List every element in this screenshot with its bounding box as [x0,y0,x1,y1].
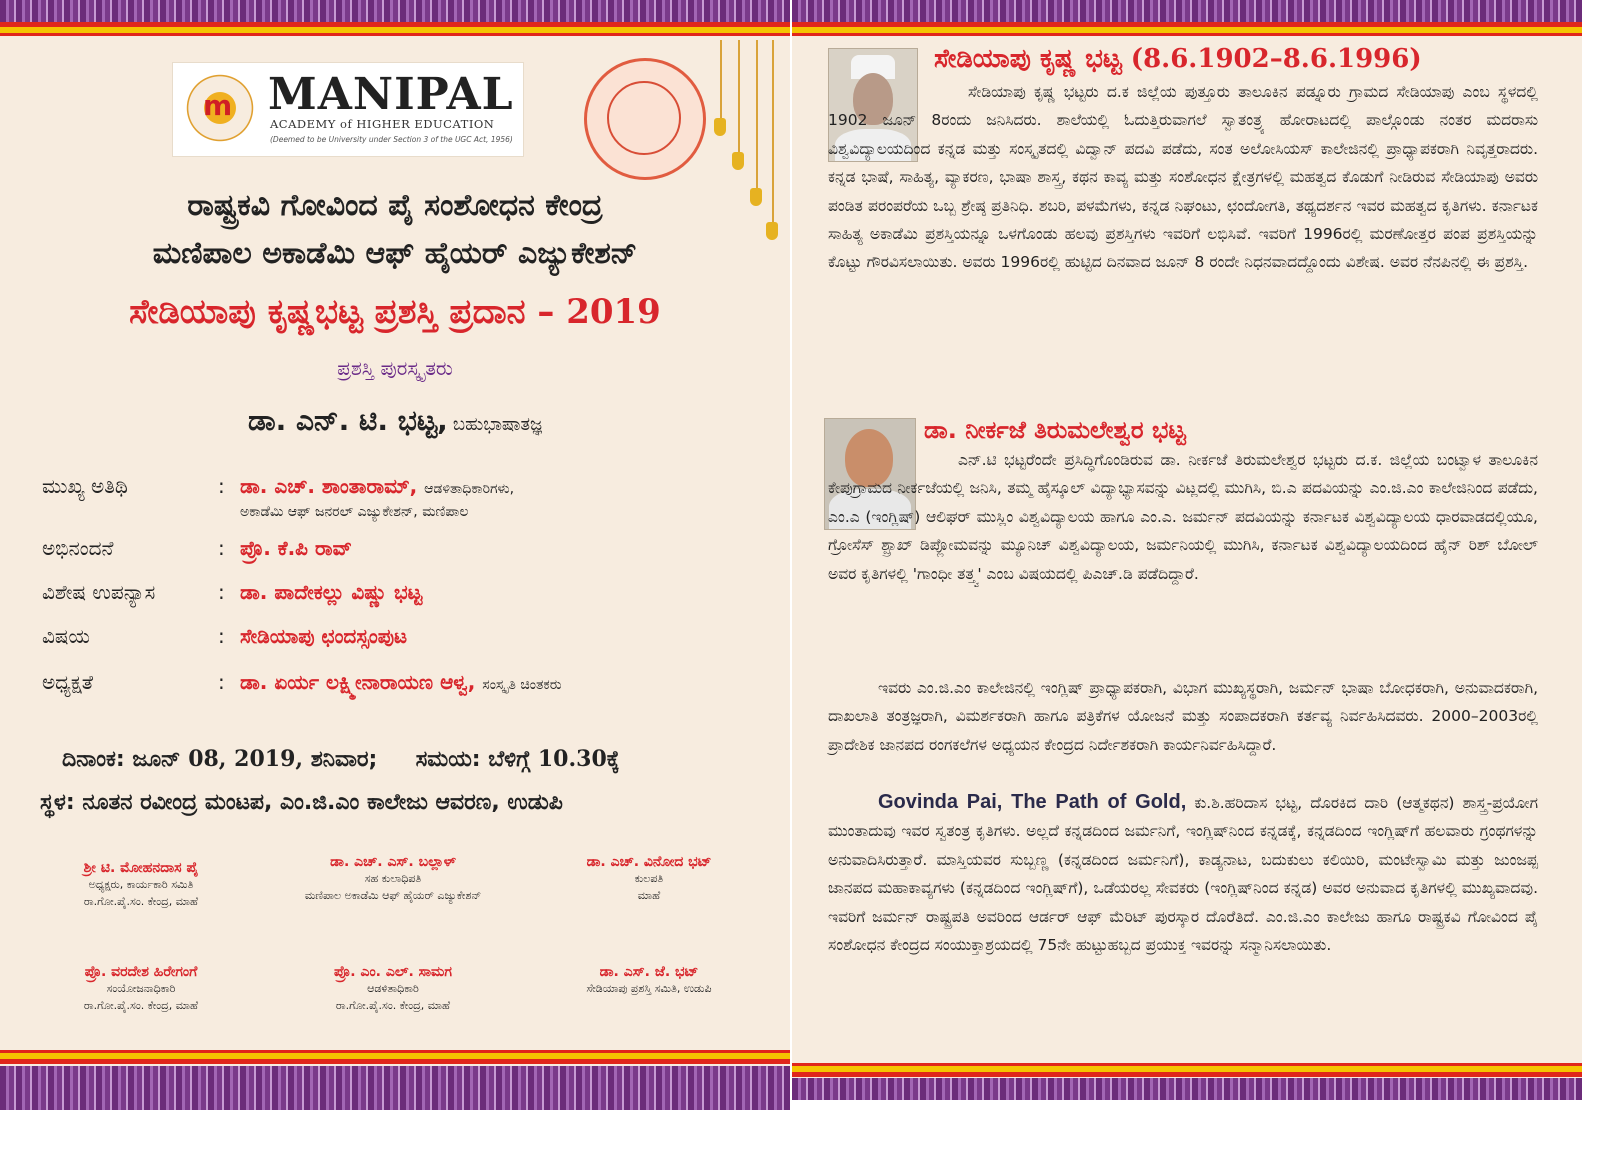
date-day: 08, [188,746,227,772]
recipient-designation: ಬಹುಭಾಷಾತಜ್ಞ [452,414,543,435]
award-year: 2019 [566,292,661,332]
signatory-role: ಸೇಡಿಯಾಪು ಪ್ರಶಸ್ತಿ ಸಮಿತಿ, ಉಡುಪಿ [586,982,712,995]
signatory-role: ಸಂಯೋಜನಾಧಿಕಾರಿ [106,982,176,995]
logo-note: (Deemed to be University under Section 3 of the UGC Act, 1956) [270,135,513,144]
program-colon: : [218,670,225,694]
signatory-role: ಆಡಳಿತಾಧಿಕಾರಿ [367,982,419,995]
date-year: 2019, [234,746,304,772]
venue-label: ಸ್ಥಳ: [40,790,75,815]
bio2-paragraph-1: ಎನ್.ಟಿ ಭಟ್ಟರೆಂದೇ ಪ್ರಸಿದ್ಧಿಗೊಂಡಿರುವ ಡಾ. ನೀರ್ಕಜೆ ತಿರುಮಲೇಶ್ವರ ಭಟ್ಟರು ದ.ಕ. ಜಿಲ್ಲೆಯ ಬಂಟ್ವಾಳ ತಾಲೂಕಿನ ಕೇಪುಗ್ರಾಮದ ನೀರ್ಕಜೆಯಲ್ಲಿ ಜನಿಸಿ, ತಮ್ಮ ಹೈಸ್ಕೂಲ್ ವಿದ್ಯಾಭ್ಯಾಸವನ್ನು ವಿಟ್ಲದಲ್ಲಿ ಮುಗಿಸಿ, ಬಿ.ಎ ಪದವಿಯನ್ನು ಎಂ.ಜಿ.ಎಂ ಕಾಲೇಜಿನಿಂದ ಪಡೆದು, ಎಂ.ಎ (ಇಂಗ್ಲಿಷ್) ಆಲಿಘರ್ ಮುಸ್ಲಿಂ ವಿಶ್ವವಿದ್ಯಾಲಯ ಹಾಗೂ ಎಂ.ಎ. ಜರ್ಮನ್ ಪದವಿಯನ್ನು ಕರ್ನಾಟಕ ವಿಶ್ವವಿದ್ಯಾಲಯ ಧಾರವಾಡದಲ್ಲಿಯೂ, ಗ್ರೋಸೆಸ್ ಶ್ಪ್ರಾಖ್ ಡಿಪ್ಲೋಮವನ್ನು ಮ್ಯೂನಿಚ್ ವಿಶ್ವವಿದ್ಯಾಲಯ, ಜರ್ಮನಿಯಲ್ಲಿ ಮುಗಿಸಿ, ಕರ್ನಾಟಕ ವಿಶ್ವವಿದ್ಯಾಲಯದಿಂದ ಹೈನ್ ರಿಶ್ ಬೋಲ್ ಅವರ ಕೃತಿಗಳಲ್ಲಿ 'ಗಾಂಧೀ ತತ್ತ್ವ' ಎಂಬ ವಿಷಯದಲ್ಲಿ ಪಿಎಚ್.ಡಿ ಪಡೆದಿದ್ದಾರೆ. [828,451,1538,583]
program-colon: : [218,580,225,604]
bottom-red-stripe [792,1072,1582,1077]
invitation-back-panel [792,0,1582,1100]
logo-subtitle: ACADEMY of HIGHER EDUCATION [270,117,495,131]
top-border-band [792,0,1582,22]
signatory-role: ರಾ.ಗೋ.ಪೈ.ಸಂ. ಕೇಂದ್ರ, ಮಾಹೆ [83,895,199,908]
award-title-dash: – [537,292,555,332]
bio1-text: ಸೇಡಿಯಾಪು ಕೃಷ್ಣ ಭಟ್ಟರು ದ.ಕ ಜಿಲ್ಲೆಯ ಪುತ್ತೂರು ತಾಲೂಕಿನ ಪಡ್ನೂರು ಗ್ರಾಮದ ಸೇಡಿಯಾಪು ಎಂಬ ಸ್ಥಳದಲ್ಲಿ 1902 ಜೂನ್ 8ರಂದು ಜನಿಸಿದರು. ಶಾಲೆಯಲ್ಲಿ ಓದುತ್ತಿರುವಾಗಲೆ ಸ್ವಾತಂತ್ರ್ಯ ಹೋರಾಟದಲ್ಲಿ ಪಾಲ್ಗೊಂಡು ನಂತರ ಮದರಾಸು ವಿಶ್ವವಿದ್ಯಾಲಯದಿಂದ ಕನ್ನಡ ಮತ್ತು ಸಂಸ್ಕೃತದಲ್ಲಿ ವಿದ್ವಾನ್ ಪದವಿ ಪಡೆದು, ಸಂತ ಅಲೋಸಿಯಸ್ ಕಾಲೇಜಿನಲ್ಲಿ ಪ್ರಾಧ್ಯಾಪಕರಾಗಿ ನಿವೃತ್ತರಾದರು. ಕನ್ನಡ ಭಾಷೆ, ಸಾಹಿತ್ಯ, ವ್ಯಾಕರಣ, ಭಾಷಾ ಶಾಸ್ತ್ರ, ಕಥನ ಕಾವ್ಯ ಮತ್ತು ಸಂಶೋಧನ ಕ್ಷೇತ್ರಗಳಲ್ಲಿ ಮಹತ್ವದ ಕೊಡುಗೆ ನೀಡಿರುವ ಸೇಡಿಯಾಪು ಅವರು ಪಂಡಿತ ಪರಂಪರೆಯ ಒಬ್ಬ ಶ್ರೇಷ್ಠ ಪ್ರತಿನಿಧಿ. ಶಬರಿ, ಪಳಮೆಗಳು, ಕನ್ನಡ ನಿಘಂಟು, ಛಂದೋಗತಿ, ತಥ್ಯದರ್ಶನ ಇವರ ಮಹತ್ವದ ಕೃತಿಗಳು. ಕರ್ನಾಟಕ ಸಾಹಿತ್ಯ ಅಕಾಡೆಮಿ ಪ್ರಶಸ್ತಿಯನ್ನೂ ಒಳಗೊಂಡು ಹಲವು ಪ್ರಶಸ್ತಿಗಳು ಇವರಿಗೆ ಲಭಿಸಿವೆ. ಇವರಿಗೆ 1996ರಲ್ಲಿ ಮರಣೋತ್ತರ ಪಂಪ ಪ್ರಶಸ್ತಿಯನ್ನು ಕೊಟ್ಟು ಗೌರವಿಸಲಾಯಿತು. ಅವರು 1996ರಲ್ಲಿ ಹುಟ್ಟಿದ ದಿನವಾದ ಜೂನ್ 8 ರಂದೇ ನಿಧನವಾದದ್ದೊಂದು ವಿಶೇಷ. ಅವರ ನೆನಪಿನಲ್ಲಿ ಈ ಪ್ರಶಸ್ತಿ. [828,83,1538,272]
program-colon: : [218,624,225,648]
signatory-role: ಮಾಹೆ [637,889,661,902]
bio2-paragraph-2: ಇವರು ಎಂ.ಜಿ.ಎಂ ಕಾಲೇಜಿನಲ್ಲಿ ಇಂಗ್ಲಿಷ್ ಪ್ರಾಧ್ಯಾಪಕರಾಗಿ, ವಿಭಾಗ ಮುಖ್ಯಸ್ಥರಾಗಿ, ಜರ್ಮನ್ ಭಾಷಾ ಬೋಧಕರಾಗಿ, ಅನುವಾದಕರಾಗಿ, ದಾಖಲಾತಿ ತಂತ್ರಜ್ಞರಾಗಿ, ವಿಮರ್ಶಕರಾಗಿ ಹಾಗೂ ಪತ್ರಿಕೆಗಳ ಯೋಜನೆ ಮತ್ತು ಸಂಪಾದಕರಾಗಿ ಕರ್ತವ್ಯ ನಿರ್ವಹಿಸಿದವರು. 2000–2003ರಲ್ಲಿ ಪ್ರಾದೇಶಿಕ ಜಾನಪದ ರಂಗಕಲೆಗಳ ಅಧ್ಯಯನ ಕೇಂದ್ರದ ನಿರ್ದೇಶಕರಾಗಿ ಕಾರ್ಯನಿರ್ವಹಿಸಿದ್ದಾರೆ. [828,679,1538,754]
program-value: ಸೇಡಿಯಾಪು ಛಂದಸ್ಸಂಪುಟ [240,624,408,648]
top-border-band [0,0,790,22]
signatory-name: ಡಾ. ಎಸ್. ಜೆ. ಭಟ್ [599,964,699,980]
date-label: ದಿನಾಂಕ: [62,747,125,772]
program-value-suffix: ಆಡಳಿತಾಧಿಕಾರಿಗಳು, [424,481,515,497]
bio1-name: ಸೇಡಿಯಾಪು ಕೃಷ್ಣ ಭಟ್ಟ [934,44,1122,74]
bio2-paragraph-3 [828,788,1538,959]
manipal-logo [172,62,524,157]
signatory [268,854,518,904]
recipient-name: ಡಾ. ಎನ್. ಟಿ. ಭಟ್ಟ, [247,404,448,437]
date-time-line [62,746,620,772]
bottom-red-stripe [0,1059,790,1064]
award-title-text: ಸೇಡಿಯಾಪು ಕೃಷ್ಣಭಟ್ಟ ಪ್ರಶಸ್ತಿ ಪ್ರದಾನ [129,292,526,332]
signatory-name: ಶ್ರೀ ಟಿ. ಮೋಹನದಾಸ ಪೈ [83,860,199,876]
program-value-name: ಡಾ. ಎಚ್. ಶಾಂತಾರಾಮ್, [240,474,418,498]
program-value [240,474,514,498]
program-value: ಡಾ. ಪಾದೇಕಲ್ಲು ವಿಷ್ಣು ಭಟ್ಟ [240,580,423,604]
program-value-name: ಡಾ. ಏರ್ಯ ಲಕ್ಷ್ಮೀನಾರಾಯಣ ಆಳ್ವ, [240,670,476,694]
institute-name-line1: ರಾಷ್ಟ್ರಕವಿ ಗೋವಿಂದ ಪೈ ಸಂಶೋಧನ ಕೇಂದ್ರ [187,188,603,223]
signatory-role: ಕುಲಪತಿ [634,872,664,885]
time-label: ಸಮಯ: [415,747,481,772]
program-label: ಅಭಿನಂದನೆ [42,536,114,560]
date-month: ಜೂನ್ [132,747,181,772]
top-thin-stripe [792,33,1582,36]
top-thin-stripe [0,33,790,36]
signatory-name: ಡಾ. ಎಚ್. ಎಸ್. ಬಲ್ಲಾಳ್ [330,854,456,870]
date-weekday: ಶನಿವಾರ; [310,747,378,772]
program-colon: : [218,474,225,498]
signatory [524,854,774,904]
signatory-role: ಅಧ್ಯಕ್ಷರು, ಕಾರ್ಯಕಾರಿ ಸಮಿತಿ [88,878,194,891]
signatory-name: ಪ್ರೊ. ಎಂ. ಎಲ್. ಸಾಮಗ [334,964,452,980]
kendra-seal-icon [584,58,706,180]
bell-icon [732,152,744,170]
venue-line [40,790,563,815]
signatory-role: ರಾ.ಗೋ.ಪೈ.ಸಂ. ಕೇಂದ್ರ, ಮಾಹೆ [83,999,199,1012]
venue-value: ನೂತನ ರವೀಂದ್ರ ಮಂಟಪ, ಎಂ.ಜಿ.ಎಂ ಕಾಲೇಜು ಆವರಣ, ಉಡುಪಿ [82,790,563,815]
program-label: ಮುಖ್ಯ ಅತಿಥಿ [42,474,128,498]
bottom-border-band [0,1066,790,1110]
recipient [0,404,790,438]
program-value [240,670,562,694]
signatory [16,964,266,1014]
signatory-name: ಪ್ರೊ. ವರದೇಶ ಹಿರೇಗಂಗೆ [84,964,198,980]
bio2-heading: ಡಾ. ನೀರ್ಕಜೆ ತಿರುಮಲೇಶ್ವರ ಭಟ್ಟ [924,416,1186,444]
program-label: ಅಧ್ಯಕ್ಷತೆ [42,670,94,694]
program-colon: : [218,536,225,560]
program-value: ಪ್ರೊ. ಕೆ.ಪಿ ರಾವ್ [240,536,352,560]
signatory [268,964,518,1014]
bio2-paragraph-3-text: ಕು.ಶಿ.ಹರಿದಾಸ ಭಟ್ಟ, ದೊರಕಿದ ದಾರಿ (ಆತ್ಮಕಥನ) ಶಾಸ್ತ್ರ-ಪ್ರಯೋಗ ಮುಂತಾದುವು ಇವರ ಸ್ವತಂತ್ರ ಕೃತಿಗಳು. ಅಲ್ಲದೆ ಕನ್ನಡದಿಂದ ಜರ್ಮನಿಗೆ, ಇಂಗ್ಲಿಷ್‌ನಿಂದ ಕನ್ನಡಕ್ಕೆ, ಕನ್ನಡದಿಂದ ಇಂಗ್ಲಿಷ್‌ಗೆ ಹಲವಾರು ಗ್ರಂಥಗಳನ್ನು ಅನುವಾದಿಸಿರುತ್ತಾರೆ. ಮಾಸ್ತಿಯವರ ಸುಬ್ಬಣ್ಣ (ಕನ್ನಡದಿಂದ ಜರ್ಮನಿಗೆ), ಕಾಡ್ಯನಾಟ, ಬದುಕುಲು ಕಲಿಯಿರಿ, ಮಂಟೇಸ್ವಾಮಿ ಮತ್ತು ಜುಂಜಪ್ಪ ಜಾನಪದ ಮಹಾಕಾವ್ಯಗಳು (ಕನ್ನಡದಿಂದ ಇಂಗ್ಲಿಷ್‌ಗೆ), ಒಡೆಯರಲ್ಲ ಸೇವಕರು (ಇಂಗ್ಲಿಷ್‌ನಿಂದ ಕನ್ನಡ) ಅವರ ಅನುವಾದ ಕೃತಿಗಳಲ್ಲಿ ಮುಖ್ಯವಾದವು. ಇವರಿಗೆ ಜರ್ಮನ್ ರಾಷ್ಟ್ರಪತಿ ಅವರಿಂದ ಆರ್ಡರ್ ಆಫ್ ಮೆರಿಟ್ ಪುರಸ್ಕಾರ ದೊರೆತಿದೆ. ಎಂ.ಜಿ.ಎಂ ಕಾಲೇಜು ಹಾಗೂ ರಾಷ್ಟ್ರಕವಿ ಗೋವಿಂದ ಪೈ ಸಂಶೋಧನ ಕೇಂದ್ರದ ಸಂಯುಕ್ತಾಶ್ರಯದಲ್ಲಿ 75ನೇ ಹುಟ್ಟುಹಬ್ಬದ ಪ್ರಯುಕ್ತ ಇವರನ್ನು ಸನ್ಮಾನಿಸಲಾಯಿತು. [828,794,1538,955]
invitation-front-panel [0,0,790,1110]
signatory-role: ಮಣಿಪಾಲ ಅಕಾಡೆಮಿ ಆಫ್ ಹೈಯರ್ ಎಜ್ಯುಕೇಶನ್ [304,889,482,902]
program-value-suffix: ಸಂಸ್ಕೃತಿ ಚಿಂತಕರು [482,677,562,693]
bottom-border-band [792,1078,1582,1100]
program-label: ವಿಶೇಷ ಉಪನ್ಯಾಸ [42,580,156,604]
time-value: ಬೆಳಿಗ್ಗೆ 10.30ಕ್ಕೆ [488,746,620,772]
bio2-english-title: Govinda Pai, The Path of Gold, [878,791,1187,813]
bell-string [756,40,758,190]
signatory [16,860,266,910]
recipients-label: ಪ್ರಶಸ್ತಿ ಪುರಸ್ಕೃತರು [337,356,453,380]
institute-name-line2: ಮಣಿಪಾಲ ಅಕಾಡೆಮಿ ಆಫ್ ಹೈಯರ್ ಎಜ್ಯುಕೇಶನ್ [152,236,638,271]
logo-title: MANIPAL [268,69,514,120]
award-title [0,292,790,332]
program-label: ವಿಷಯ [42,624,90,648]
bio1-heading [934,44,1422,75]
manipal-emblem-icon: m [183,71,257,145]
program-extra: ಅಕಾಡೆಮಿ ಆಫ್ ಜನರಲ್ ಎಜ್ಯುಕೇಶನ್, ಮಣಿಪಾಲ [240,504,469,520]
seal-inner-ring [607,81,681,155]
signatory-name: ಡಾ. ಎಚ್. ವಿನೋದ ಭಟ್ [586,854,712,870]
bell-string [720,40,722,120]
signatory-role: ರಾ.ಗೋ.ಪೈ.ಸಂ. ಕೇಂದ್ರ, ಮಾಹೆ [335,999,451,1012]
bell-icon [714,118,726,136]
signatory-role: ಸಹ ಕುಲಾಧಿಪತಿ [364,872,422,885]
bio1-dates: (8.6.1902–8.6.1996) [1130,44,1422,74]
signatory [524,964,774,997]
bell-string [738,40,740,155]
